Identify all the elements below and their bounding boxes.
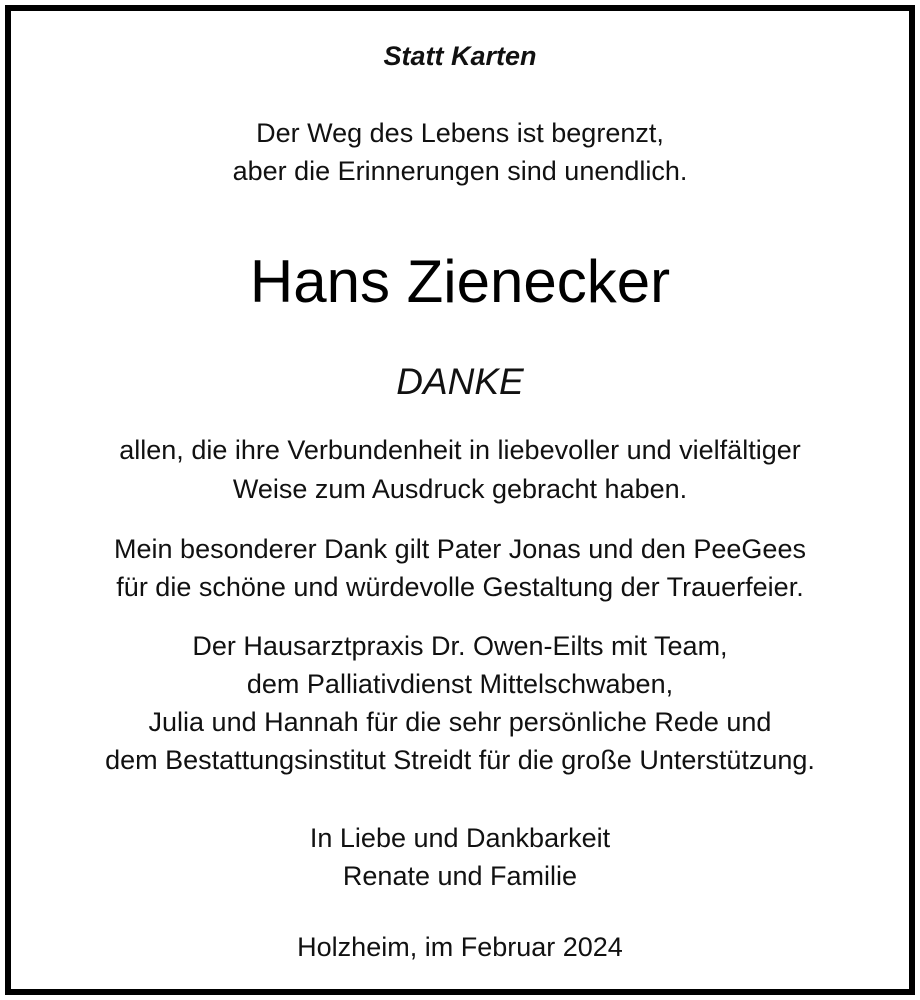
paragraph-3-line-3: Julia und Hannah für die sehr persönliche Rede und [148, 707, 772, 737]
thanks-heading: DANKE [396, 361, 524, 402]
paragraph-1-line-1: allen, die ihre Verbundenheit in liebevoller und vielfältiger [119, 435, 801, 465]
paragraph-2-line-1: Mein besonderer Dank gilt Pater Jonas und den PeeGees [114, 534, 806, 564]
deceased-name: Hans Zienecker [249, 248, 671, 315]
closing-line-2: Renate und Familie [342, 861, 578, 891]
motto-line-2: aber die Erinnerungen sind unendlich. [232, 156, 688, 186]
paragraph-3-line-1: Der Hausarztpraxis Dr. Owen-Eilts mit Team, [192, 631, 728, 661]
place-date: Holzheim, im Februar 2024 [297, 932, 623, 962]
notice-header: Statt Karten [383, 41, 537, 71]
motto-line-1: Der Weg des Lebens ist begrenzt, [256, 118, 664, 148]
paragraph-3-line-2: dem Palliativdienst Mittelschwaben, [246, 669, 674, 699]
paragraph-3-line-4: dem Bestattungsinstitut Streidt für die große Unterstützung. [105, 745, 815, 775]
paragraph-1-line-2: Weise zum Ausdruck gebracht haben. [232, 474, 688, 504]
closing-line-1: In Liebe und Dankbarkeit [309, 823, 611, 853]
paragraph-2-line-2: für die schöne und würdevolle Gestaltung der Trauerfeier. [116, 572, 804, 602]
